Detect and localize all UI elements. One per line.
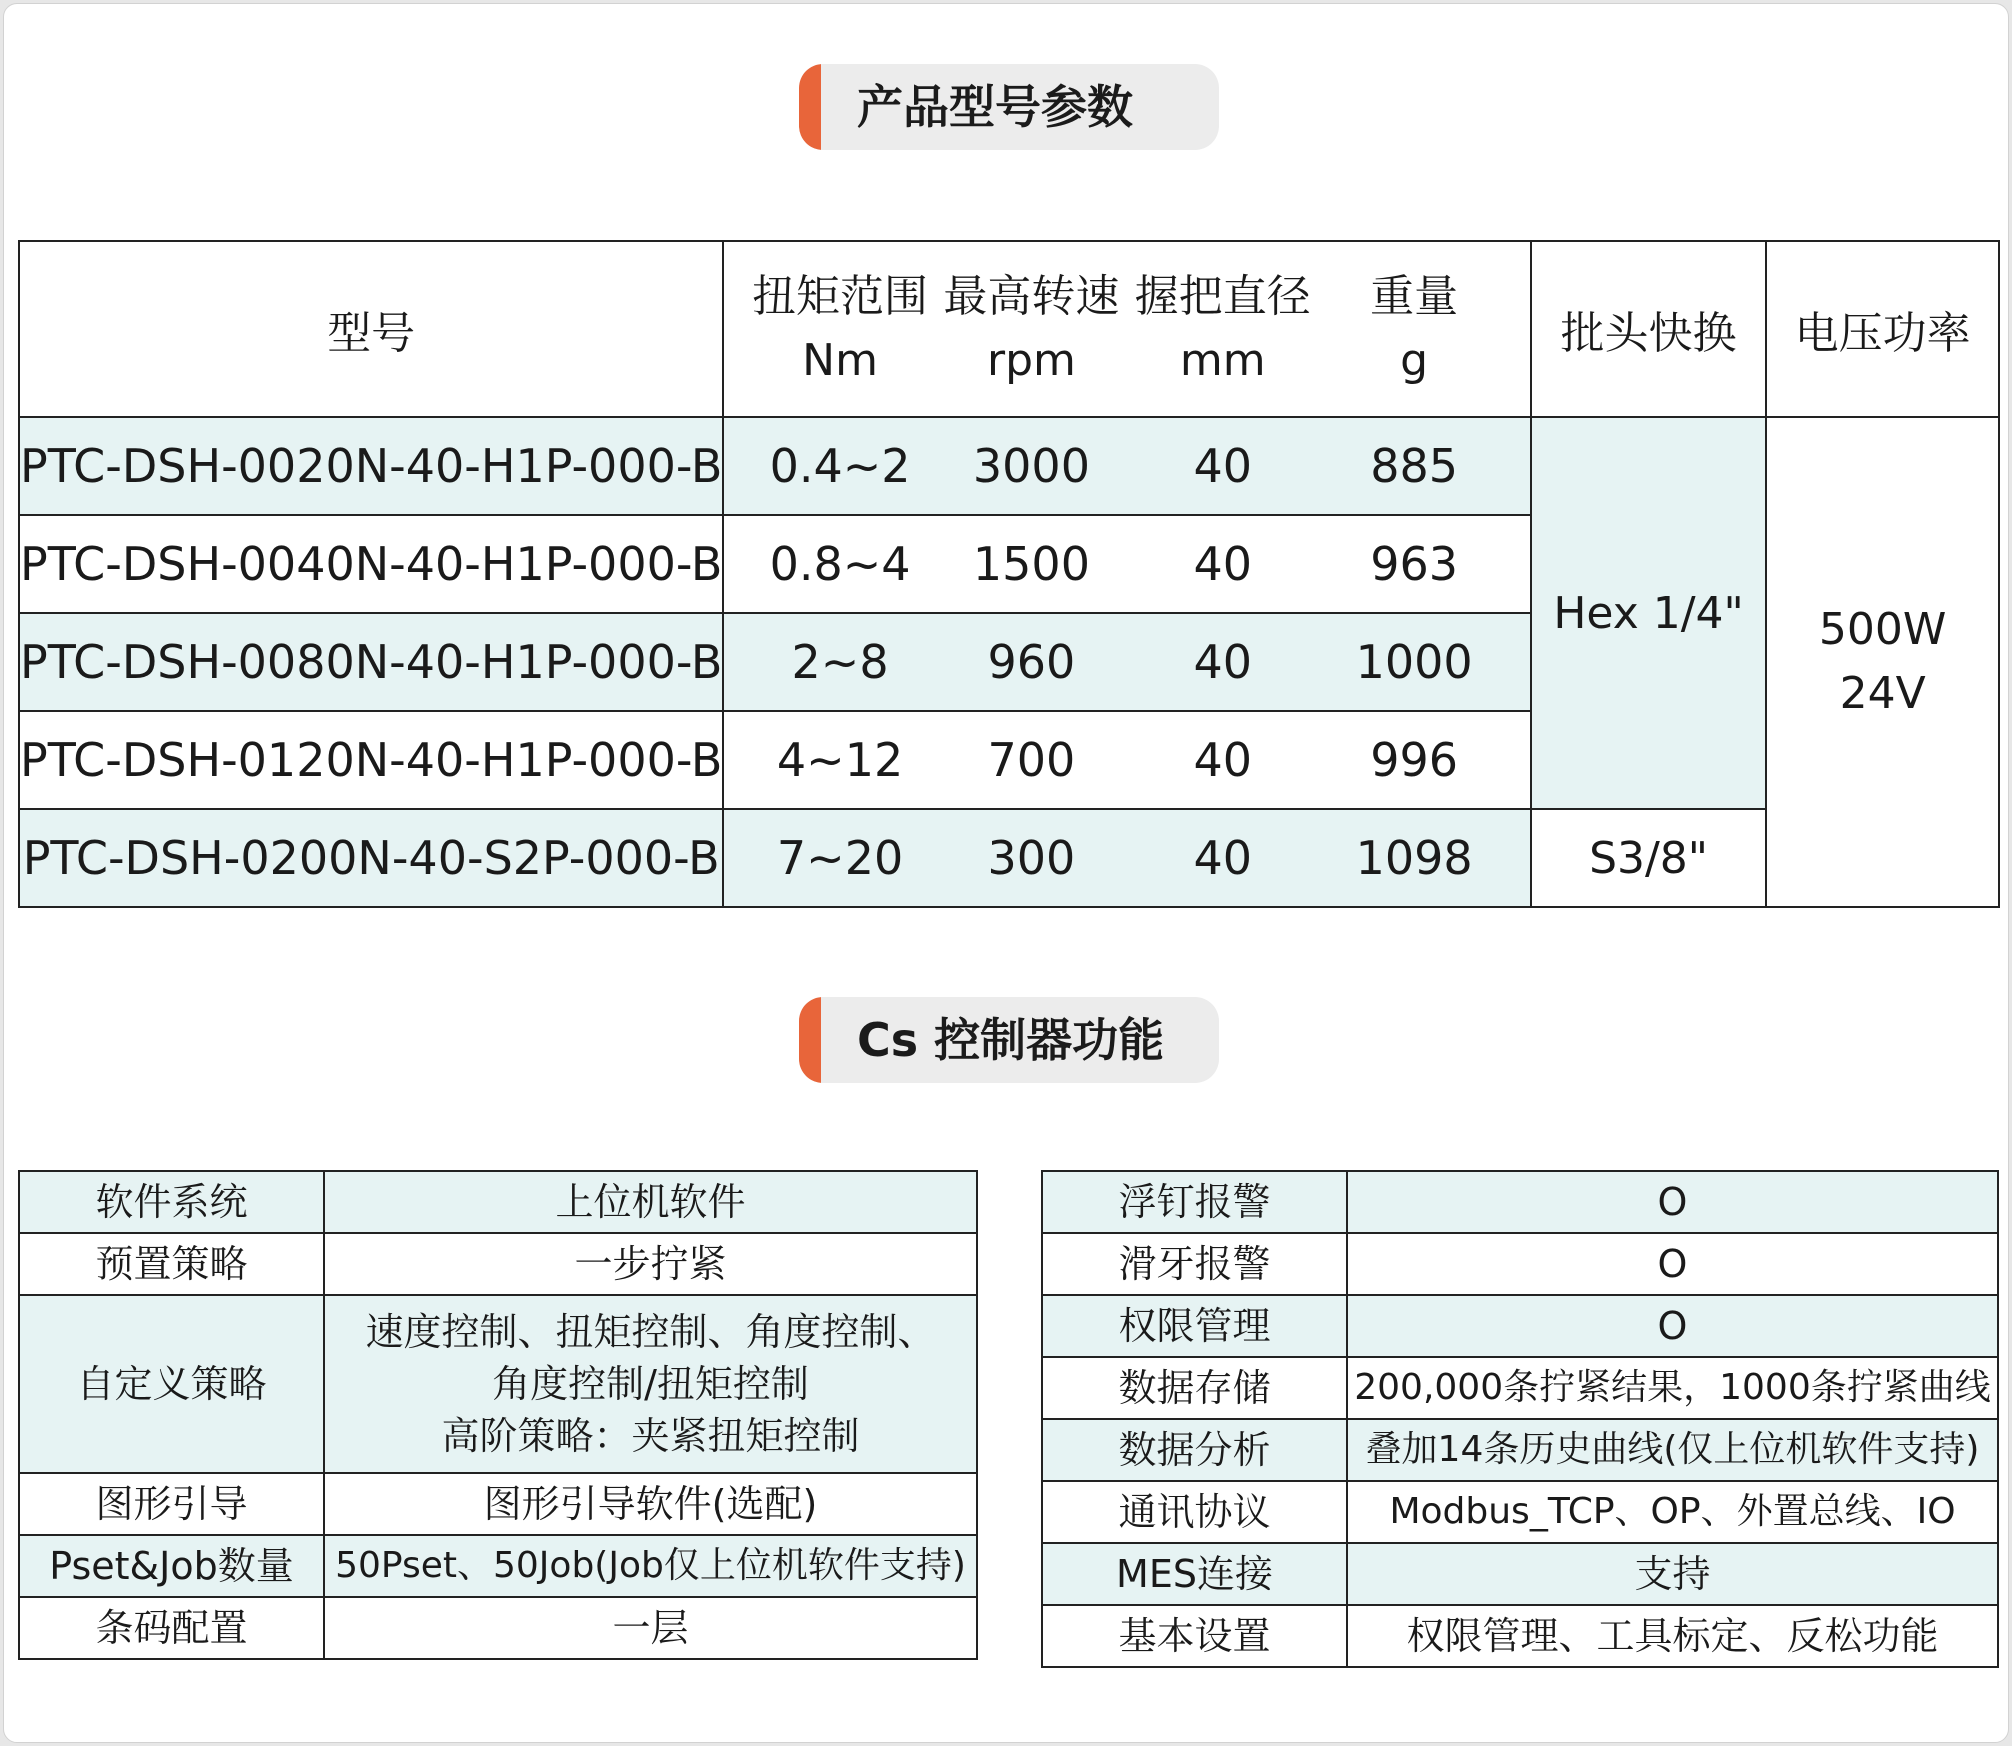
feature-key: 条码配置 — [19, 1597, 324, 1659]
feature-key: 浮钉报警 — [1042, 1171, 1347, 1233]
spec-cell: 0.4~2 3000 40 885 — [723, 417, 1530, 515]
model-parameters-table — [18, 240, 2000, 908]
table-row — [19, 1597, 977, 1659]
header-speed: 最高转速 rpm — [943, 271, 1120, 386]
table-row — [1042, 1481, 1998, 1543]
table-row — [19, 417, 1999, 515]
spec-sheet — [3, 3, 2009, 1743]
bit-s-cell: S3/8" — [1531, 809, 1766, 907]
feature-key: 图形引导 — [19, 1473, 324, 1535]
model-cell: PTC-DSH-0040N-40-H1P-000-B — [19, 515, 723, 613]
controller-features-left-table — [18, 1170, 978, 1660]
section-accent-bar — [799, 64, 821, 150]
header-weight: 重量 g — [1370, 271, 1459, 386]
bit-hex-cell: Hex 1/4" — [1531, 417, 1766, 809]
feature-key: Pset&Job数量 — [19, 1535, 324, 1597]
feature-value: Modbus_TCP、OP、外置总线、IO — [1347, 1481, 1998, 1543]
feature-value: 上位机软件 — [324, 1171, 977, 1233]
spec-cell: 7~20 300 40 1098 — [723, 809, 1530, 907]
header-model: 型号 — [19, 241, 723, 417]
section-accent-bar — [799, 997, 821, 1083]
feature-value: 权限管理、工具标定、反松功能 — [1347, 1605, 1998, 1667]
header-power: 电压功率 — [1766, 241, 1999, 417]
spec-cell: 2~8 960 40 1000 — [723, 613, 1530, 711]
feature-value: O — [1347, 1295, 1998, 1357]
spec-cell: 4~12 700 40 996 — [723, 711, 1530, 809]
feature-key: MES连接 — [1042, 1543, 1347, 1605]
feature-key: 数据分析 — [1042, 1419, 1347, 1481]
table-row — [19, 1295, 977, 1473]
section-header-controller — [799, 997, 1219, 1083]
table-row — [19, 1171, 977, 1233]
feature-value: 图形引导软件(选配) — [324, 1473, 977, 1535]
feature-value: 一步拧紧 — [324, 1233, 977, 1295]
table-row — [19, 1535, 977, 1597]
feature-key: 滑牙报警 — [1042, 1233, 1347, 1295]
section-header-product-models — [799, 64, 1219, 150]
feature-value: 一层 — [324, 1597, 977, 1659]
feature-value: 50Pset、50Job(Job仅上位机软件支持) — [324, 1535, 977, 1597]
feature-value: O — [1347, 1233, 1998, 1295]
header-torque: 扭矩范围 Nm — [752, 271, 929, 386]
feature-key: 权限管理 — [1042, 1295, 1347, 1357]
feature-value: 速度控制、扭矩控制、角度控制、 角度控制/扭矩控制 高阶策略：夹紧扭矩控制 — [324, 1295, 977, 1473]
table-row — [19, 1473, 977, 1535]
header-bit: 批头快换 — [1531, 241, 1766, 417]
feature-key: 自定义策略 — [19, 1295, 324, 1473]
section-title: Cs 控制器功能 — [857, 1013, 1165, 1067]
table-row — [1042, 1295, 1998, 1357]
section-title: 产品型号参数 — [857, 80, 1133, 134]
table-row — [1042, 1357, 1998, 1419]
table-row — [1042, 1171, 1998, 1233]
spec-cell: 0.8~4 1500 40 963 — [723, 515, 1530, 613]
table-row — [1042, 1543, 1998, 1605]
feature-key: 基本设置 — [1042, 1605, 1347, 1667]
table-header-row — [19, 241, 1999, 417]
feature-key: 软件系统 — [19, 1171, 324, 1233]
table-row — [19, 809, 1999, 907]
table-row — [1042, 1605, 1998, 1667]
power-volt: 24V — [1839, 668, 1926, 719]
controller-features-right-table — [1041, 1170, 1999, 1668]
power-watt: 500W — [1818, 604, 1947, 655]
model-cell: PTC-DSH-0020N-40-H1P-000-B — [19, 417, 723, 515]
feature-value: 叠加14条历史曲线(仅上位机软件支持) — [1347, 1419, 1998, 1481]
feature-value: 支持 — [1347, 1543, 1998, 1605]
feature-key: 预置策略 — [19, 1233, 324, 1295]
table-row — [1042, 1233, 1998, 1295]
feature-value: O — [1347, 1171, 1998, 1233]
table-row — [19, 1233, 977, 1295]
feature-key: 数据存储 — [1042, 1357, 1347, 1419]
feature-key: 通讯协议 — [1042, 1481, 1347, 1543]
header-specs — [723, 241, 1530, 417]
feature-value: 200,000条拧紧结果，1000条拧紧曲线 — [1347, 1357, 1998, 1419]
power-cell — [1766, 417, 1999, 907]
table-row — [1042, 1419, 1998, 1481]
model-cell: PTC-DSH-0080N-40-H1P-000-B — [19, 613, 723, 711]
model-cell: PTC-DSH-0120N-40-H1P-000-B — [19, 711, 723, 809]
header-grip: 握把直径 mm — [1134, 271, 1311, 386]
model-cell: PTC-DSH-0200N-40-S2P-000-B — [19, 809, 723, 907]
